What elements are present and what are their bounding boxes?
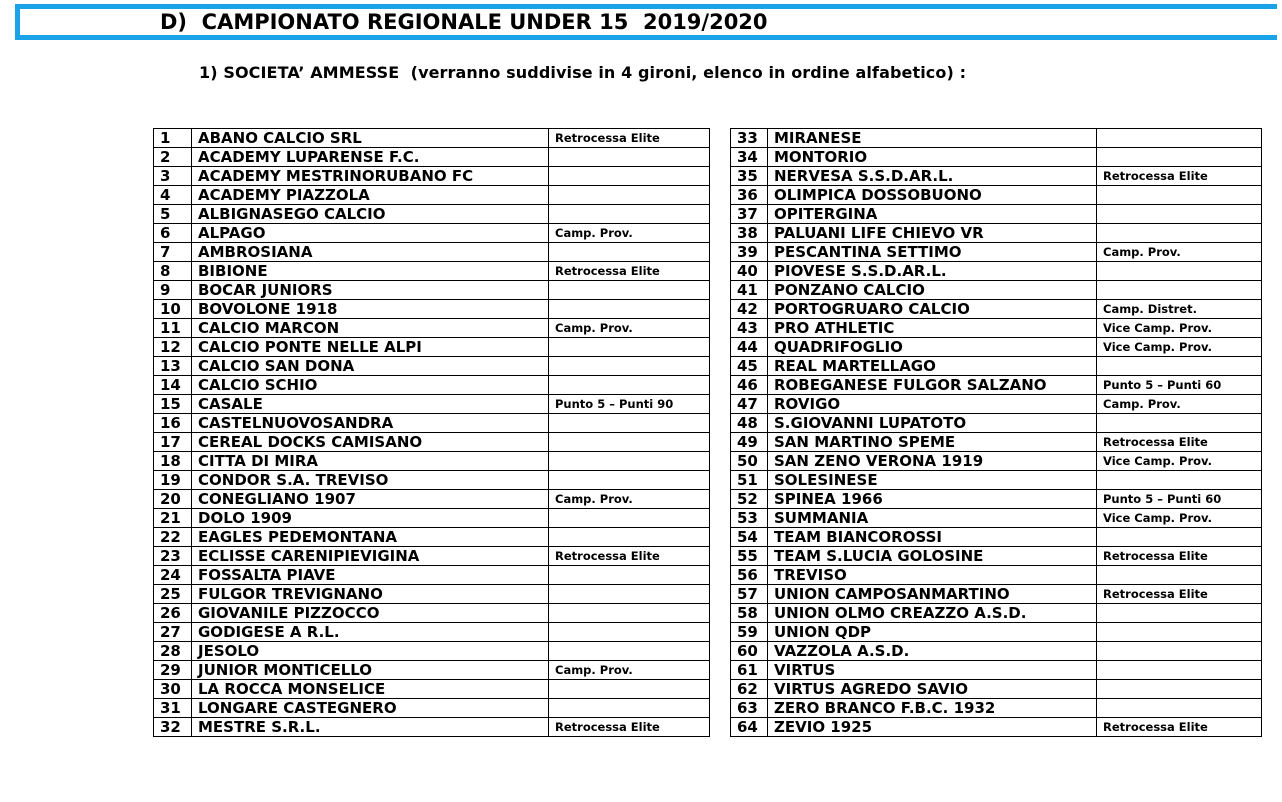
table-row (731, 642, 1262, 661)
team-name: FULGOR TREVIGNANO (192, 585, 549, 604)
team-note: Vice Camp. Prov. (1097, 452, 1262, 471)
team-number: 21 (154, 509, 192, 528)
team-number: 13 (154, 357, 192, 376)
section-title: D) CAMPIONATO REGIONALE UNDER 15 2019/2020 (160, 10, 768, 34)
table-row (731, 281, 1262, 300)
team-name: ALBIGNASEGO CALCIO (192, 205, 549, 224)
team-name: NERVESA S.S.D.AR.L. (768, 167, 1097, 186)
team-number: 57 (731, 585, 768, 604)
team-number: 44 (731, 338, 768, 357)
team-name: VAZZOLA A.S.D. (768, 642, 1097, 661)
team-name: ROBEGANESE FULGOR SALZANO (768, 376, 1097, 395)
table-row (154, 718, 710, 737)
team-name: TEAM S.LUCIA GOLOSINE (768, 547, 1097, 566)
team-number: 28 (154, 642, 192, 661)
table-row (731, 357, 1262, 376)
team-number: 24 (154, 566, 192, 585)
team-note: Vice Camp. Prov. (1097, 319, 1262, 338)
table-row (154, 186, 710, 205)
team-note: Punto 5 – Punti 90 (549, 395, 710, 414)
team-number: 18 (154, 452, 192, 471)
teams-table-right (730, 128, 1262, 737)
team-name: CALCIO MARCON (192, 319, 549, 338)
table-row (154, 509, 710, 528)
team-name: SUMMANIA (768, 509, 1097, 528)
team-name: ACADEMY LUPARENSE F.C. (192, 148, 549, 167)
team-name: PALUANI LIFE CHIEVO VR (768, 224, 1097, 243)
team-name: TEAM BIANCOROSSI (768, 528, 1097, 547)
team-number: 11 (154, 319, 192, 338)
team-note (549, 642, 710, 661)
team-number: 26 (154, 604, 192, 623)
team-note (1097, 699, 1262, 718)
team-note: Camp. Prov. (1097, 243, 1262, 262)
team-note (1097, 661, 1262, 680)
team-number: 19 (154, 471, 192, 490)
team-note (1097, 262, 1262, 281)
team-number: 60 (731, 642, 768, 661)
team-number: 7 (154, 243, 192, 262)
team-name: VIRTUS AGREDO SAVIO (768, 680, 1097, 699)
table-row (731, 604, 1262, 623)
table-row (154, 604, 710, 623)
table-row (154, 205, 710, 224)
team-number: 64 (731, 718, 768, 737)
team-note (549, 414, 710, 433)
team-number: 59 (731, 623, 768, 642)
team-note (1097, 680, 1262, 699)
team-number: 20 (154, 490, 192, 509)
team-number: 51 (731, 471, 768, 490)
team-note: Retrocessa Elite (549, 718, 710, 737)
team-name: TREVISO (768, 566, 1097, 585)
team-note (549, 604, 710, 623)
team-note: Punto 5 – Punti 60 (1097, 490, 1262, 509)
team-number: 52 (731, 490, 768, 509)
table-row (731, 585, 1262, 604)
team-note (1097, 471, 1262, 490)
team-name: UNION QDP (768, 623, 1097, 642)
team-number: 31 (154, 699, 192, 718)
team-note (549, 243, 710, 262)
team-note: Camp. Prov. (1097, 395, 1262, 414)
section-header-bar (15, 4, 1277, 40)
table-row (731, 129, 1262, 148)
team-number: 49 (731, 433, 768, 452)
team-note: Vice Camp. Prov. (1097, 338, 1262, 357)
team-number: 27 (154, 623, 192, 642)
team-note: Retrocessa Elite (1097, 167, 1262, 186)
team-note (549, 452, 710, 471)
team-number: 14 (154, 376, 192, 395)
teams-table-left (153, 128, 710, 737)
team-note (1097, 205, 1262, 224)
team-number: 54 (731, 528, 768, 547)
team-note (1097, 623, 1262, 642)
team-number: 8 (154, 262, 192, 281)
team-name: S.GIOVANNI LUPATOTO (768, 414, 1097, 433)
team-note (549, 167, 710, 186)
team-note (549, 300, 710, 319)
table-row (154, 376, 710, 395)
team-note (549, 357, 710, 376)
table-row (154, 167, 710, 186)
team-note: Camp. Prov. (549, 661, 710, 680)
team-name: ZEVIO 1925 (768, 718, 1097, 737)
team-number: 32 (154, 718, 192, 737)
table-row (731, 376, 1262, 395)
table-row (731, 623, 1262, 642)
team-name: BIBIONE (192, 262, 549, 281)
team-number: 47 (731, 395, 768, 414)
table-row (154, 680, 710, 699)
team-number: 15 (154, 395, 192, 414)
table-row (154, 642, 710, 661)
table-row (731, 661, 1262, 680)
table-row (731, 528, 1262, 547)
team-number: 39 (731, 243, 768, 262)
team-name: GIOVANILE PIZZOCCO (192, 604, 549, 623)
table-row (731, 547, 1262, 566)
team-number: 25 (154, 585, 192, 604)
team-number: 38 (731, 224, 768, 243)
table-row (731, 509, 1262, 528)
table-row (154, 281, 710, 300)
team-name: SAN MARTINO SPEME (768, 433, 1097, 452)
table-row (731, 414, 1262, 433)
team-note (1097, 566, 1262, 585)
team-number: 46 (731, 376, 768, 395)
team-number: 62 (731, 680, 768, 699)
table-row (731, 338, 1262, 357)
team-name: DOLO 1909 (192, 509, 549, 528)
table-row (154, 699, 710, 718)
team-name: QUADRIFOGLIO (768, 338, 1097, 357)
team-note: Camp. Distret. (1097, 300, 1262, 319)
team-note: Retrocessa Elite (1097, 433, 1262, 452)
table-row (154, 129, 710, 148)
table-row (154, 433, 710, 452)
team-number: 33 (731, 129, 768, 148)
team-note: Retrocessa Elite (549, 129, 710, 148)
table-row (731, 490, 1262, 509)
table-row (154, 338, 710, 357)
team-name: REAL MARTELLAGO (768, 357, 1097, 376)
team-number: 56 (731, 566, 768, 585)
table-row (731, 680, 1262, 699)
table-row (154, 148, 710, 167)
team-number: 30 (154, 680, 192, 699)
team-name: ALPAGO (192, 224, 549, 243)
team-name: FOSSALTA PIAVE (192, 566, 549, 585)
team-name: PIOVESE S.S.D.AR.L. (768, 262, 1097, 281)
team-name: SPINEA 1966 (768, 490, 1097, 509)
team-note: Camp. Prov. (549, 319, 710, 338)
team-name: PRO ATHLETIC (768, 319, 1097, 338)
team-name: BOVOLONE 1918 (192, 300, 549, 319)
table-row (154, 528, 710, 547)
table-row (154, 395, 710, 414)
team-name: ZERO BRANCO F.B.C. 1932 (768, 699, 1097, 718)
team-note (1097, 186, 1262, 205)
team-number: 22 (154, 528, 192, 547)
team-note: Camp. Prov. (549, 490, 710, 509)
team-number: 40 (731, 262, 768, 281)
table-row (154, 471, 710, 490)
team-name: CONDOR S.A. TREVISO (192, 471, 549, 490)
table-row (154, 319, 710, 338)
table-row (154, 414, 710, 433)
team-name: CEREAL DOCKS CAMISANO (192, 433, 549, 452)
team-number: 16 (154, 414, 192, 433)
table-row (731, 699, 1262, 718)
team-note: Retrocessa Elite (549, 547, 710, 566)
team-number: 10 (154, 300, 192, 319)
table-row (154, 243, 710, 262)
team-note (549, 338, 710, 357)
table-row (731, 186, 1262, 205)
team-name: OLIMPICA DOSSOBUONO (768, 186, 1097, 205)
team-note (549, 281, 710, 300)
table-row (731, 205, 1262, 224)
table-row (731, 167, 1262, 186)
team-note (549, 680, 710, 699)
team-note: Retrocessa Elite (549, 262, 710, 281)
table-row (154, 452, 710, 471)
team-number: 37 (731, 205, 768, 224)
team-name: JESOLO (192, 642, 549, 661)
team-note (549, 433, 710, 452)
team-number: 35 (731, 167, 768, 186)
table-row (731, 300, 1262, 319)
team-number: 2 (154, 148, 192, 167)
team-number: 63 (731, 699, 768, 718)
team-note (549, 623, 710, 642)
team-name: MIRANESE (768, 129, 1097, 148)
table-row (154, 490, 710, 509)
table-row (731, 395, 1262, 414)
table-row (731, 433, 1262, 452)
team-name: LA ROCCA MONSELICE (192, 680, 549, 699)
subtitle: 1) SOCIETA’ AMMESSE (verranno suddivise in 4 gironi, elenco in ordine alfabetico) : (199, 63, 967, 82)
team-name: OPITERGINA (768, 205, 1097, 224)
team-name: CALCIO SCHIO (192, 376, 549, 395)
team-number: 4 (154, 186, 192, 205)
team-number: 58 (731, 604, 768, 623)
team-number: 12 (154, 338, 192, 357)
team-number: 61 (731, 661, 768, 680)
table-row (154, 585, 710, 604)
team-note (549, 148, 710, 167)
team-note (549, 205, 710, 224)
team-note (1097, 528, 1262, 547)
team-name: PORTOGRUARO CALCIO (768, 300, 1097, 319)
table-row (154, 300, 710, 319)
team-number: 9 (154, 281, 192, 300)
table-row (731, 319, 1262, 338)
team-note (549, 509, 710, 528)
team-name: CITTA DI MIRA (192, 452, 549, 471)
team-note (1097, 604, 1262, 623)
team-number: 53 (731, 509, 768, 528)
team-name: GODIGESE A R.L. (192, 623, 549, 642)
table-row (731, 243, 1262, 262)
team-note (549, 528, 710, 547)
table-row (731, 566, 1262, 585)
team-note (549, 471, 710, 490)
team-number: 55 (731, 547, 768, 566)
team-number: 23 (154, 547, 192, 566)
team-number: 36 (731, 186, 768, 205)
team-note (549, 566, 710, 585)
team-name: VIRTUS (768, 661, 1097, 680)
team-name: CASTELNUOVOSANDRA (192, 414, 549, 433)
table-row (731, 224, 1262, 243)
table-row (154, 547, 710, 566)
team-name: AMBROSIANA (192, 243, 549, 262)
team-name: CALCIO SAN DONA (192, 357, 549, 376)
team-note (1097, 414, 1262, 433)
team-note: Punto 5 – Punti 60 (1097, 376, 1262, 395)
team-number: 17 (154, 433, 192, 452)
team-name: ACADEMY PIAZZOLA (192, 186, 549, 205)
team-name: SOLESINESE (768, 471, 1097, 490)
team-name: ECLISSE CARENIPIEVIGINA (192, 547, 549, 566)
team-name: CASALE (192, 395, 549, 414)
team-number: 34 (731, 148, 768, 167)
team-name: BOCAR JUNIORS (192, 281, 549, 300)
team-note (1097, 642, 1262, 661)
table-row (154, 566, 710, 585)
team-number: 45 (731, 357, 768, 376)
team-name: ABANO CALCIO SRL (192, 129, 549, 148)
team-name: SAN ZENO VERONA 1919 (768, 452, 1097, 471)
team-name: CONEGLIANO 1907 (192, 490, 549, 509)
team-name: CALCIO PONTE NELLE ALPI (192, 338, 549, 357)
team-number: 5 (154, 205, 192, 224)
team-number: 43 (731, 319, 768, 338)
team-number: 41 (731, 281, 768, 300)
team-number: 1 (154, 129, 192, 148)
table-row (154, 224, 710, 243)
table-row (154, 262, 710, 281)
team-name: LONGARE CASTEGNERO (192, 699, 549, 718)
team-note (1097, 148, 1262, 167)
team-name: PESCANTINA SETTIMO (768, 243, 1097, 262)
table-row (154, 623, 710, 642)
team-note (549, 186, 710, 205)
team-note (549, 585, 710, 604)
team-note (1097, 357, 1262, 376)
team-name: EAGLES PEDEMONTANA (192, 528, 549, 547)
team-name: UNION OLMO CREAZZO A.S.D. (768, 604, 1097, 623)
table-row (731, 262, 1262, 281)
team-note (1097, 129, 1262, 148)
team-name: ACADEMY MESTRINORUBANO FC (192, 167, 549, 186)
team-note (1097, 224, 1262, 243)
team-note (1097, 281, 1262, 300)
team-name: ROVIGO (768, 395, 1097, 414)
team-name: MONTORIO (768, 148, 1097, 167)
team-note: Vice Camp. Prov. (1097, 509, 1262, 528)
team-name: MESTRE S.R.L. (192, 718, 549, 737)
table-row (731, 471, 1262, 490)
table-row (154, 357, 710, 376)
team-name: UNION CAMPOSANMARTINO (768, 585, 1097, 604)
team-name: PONZANO CALCIO (768, 281, 1097, 300)
team-number: 50 (731, 452, 768, 471)
table-row (154, 661, 710, 680)
team-number: 48 (731, 414, 768, 433)
team-number: 3 (154, 167, 192, 186)
table-row (731, 718, 1262, 737)
team-note (549, 699, 710, 718)
team-note (549, 376, 710, 395)
team-note: Camp. Prov. (549, 224, 710, 243)
team-number: 42 (731, 300, 768, 319)
team-note: Retrocessa Elite (1097, 585, 1262, 604)
table-row (731, 148, 1262, 167)
team-note: Retrocessa Elite (1097, 718, 1262, 737)
team-number: 29 (154, 661, 192, 680)
team-name: JUNIOR MONTICELLO (192, 661, 549, 680)
team-note: Retrocessa Elite (1097, 547, 1262, 566)
table-row (731, 452, 1262, 471)
team-number: 6 (154, 224, 192, 243)
